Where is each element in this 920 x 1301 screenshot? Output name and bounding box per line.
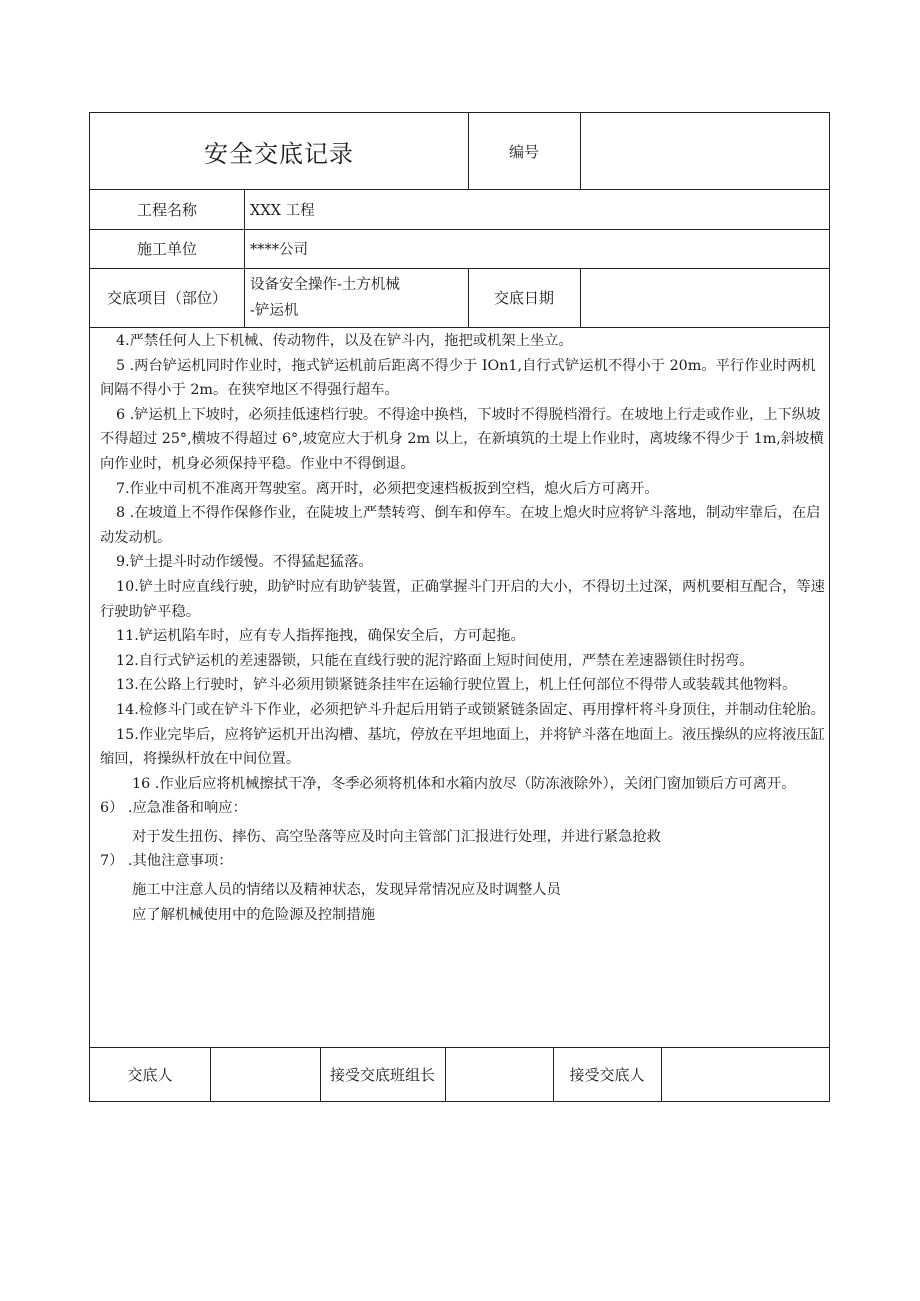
rule-item: 4.严禁任何人上下机械、传动物件，以及在铲斗内，拖把或机架上坐立。 — [116, 333, 573, 349]
recipient-label: 接受交底人 — [569, 1065, 645, 1084]
safety-briefing-form — [89, 112, 830, 1102]
rule-item: 15.作业完毕后，应将铲运机开出沟槽、基坑，停放在平坦地面上，并将铲斗落在地面上。液压操纵的应将液压缸缩回，将操纵杆放在中间位置。 — [100, 726, 825, 768]
row-divider — [90, 327, 829, 328]
form-title: 安全交底记录 — [204, 139, 354, 168]
rule-item: 11.铲运机陷车时，应有专人指挥拖拽，确保安全后，方可起拖。 — [116, 628, 525, 645]
number-label: 编号 — [508, 142, 539, 161]
briefing-content — [90, 329, 829, 927]
rule-item: 9.铲土提斗时动作缓慢。不得猛起猛落。 — [116, 554, 373, 571]
briefing-item-label: 交底项目（部位） — [106, 289, 227, 307]
briefing-item-line2: -铲运机 — [250, 302, 299, 319]
section-text-other: 应了解机械使用中的危险源及控制措施 — [132, 906, 376, 923]
rule-item: 12.自行式铲运机的差速器锁，只能在直线行驶的泥泞路面上短时间使用，严禁在差速器锁住时拐弯。 — [116, 652, 754, 669]
briefer-field[interactable] — [210, 1047, 320, 1101]
rule-item: 13.在公路上行驶时，铲斗必须用锁紧链条挂牢在运输行驶位置上，机上任何部位不得带人或装载其他物料。 — [116, 677, 797, 694]
section-text-other: 施工中注意人员的情绪以及精神状态，发现异常情况应及时调整人员 — [132, 882, 561, 899]
rule-item: 7.作业中司机不准离开驾驶室。离开时，必须把变速档板扳到空档，熄火后方可离开。 — [116, 480, 659, 497]
project-name-field[interactable]: XXX 工程 — [250, 202, 315, 219]
briefing-item-line1: 设备安全操作-土方机械 — [250, 276, 400, 293]
rule-item: 14.检修斗门或在铲斗下作业，必须把铲斗升起后用销子或锁紧链条固定、再用撑杆将斗身顶住，并制动住轮胎。 — [116, 701, 825, 718]
recipient-field[interactable] — [661, 1047, 829, 1101]
briefing-date-field[interactable] — [580, 268, 829, 327]
project-name-label: 工程名称 — [136, 200, 197, 219]
briefing-item-field[interactable] — [244, 268, 468, 327]
contractor-field[interactable]: ****公司 — [250, 242, 308, 258]
rule-item: 16 .作业后应将机械擦拭干净，冬季必须将机体和水箱内放尽（防冻液除外），关闭门窗加锁后方可离开。 — [132, 775, 796, 792]
section-text-emergency: 对于发生扭伤、摔伤、高空坠落等应及时向主管部门汇报进行处理，并进行紧急抢救 — [132, 828, 661, 845]
contractor-label: 施工单位 — [136, 240, 197, 258]
number-field[interactable] — [580, 113, 829, 189]
briefer-label: 交底人 — [127, 1065, 173, 1084]
briefing-date-label: 交底日期 — [493, 289, 554, 307]
team-leader-label: 接受交底班组长 — [329, 1065, 435, 1084]
rule-item: 10.铲土时应直线行驶，助铲时应有助铲装置，正确掌握斗门开启的大小，不得切土过深，两机要相互配合，等速行驶助铲平稳。 — [100, 578, 825, 620]
section-heading-emergency: 6） .应急准备和响应： — [100, 800, 247, 817]
rule-item: 5 .两台铲运机同时作业时，拖式铲运机前后距离不得少于 IOn1,自行式铲运机不得小于 20m。平行作业时两机间隔不得小于 2m。在狭窄地区不得强行超车。 — [100, 357, 816, 399]
section-heading-other: 7） .其他注意事项： — [100, 853, 233, 870]
team-leader-field[interactable] — [445, 1047, 553, 1101]
rule-item: 6 .铲运机上下坡时，必须挂低速档行驶。不得途中换档，下坡时不得脱档滑行。在坡地上行走或作业，上下纵坡不得超过 25°,横坡不得超过 6°,坡宽应大于机身 2m 以上，在新填筑的土堤上作业时，离坡缘不得少于 1m,斜坡横向作业时，机身必须保持平稳。作业中不得倒退。 — [100, 406, 824, 472]
rule-item: 8 .在坡道上不得作保修作业，在陡坡上严禁转弯、倒车和停车。在坡上熄火时应将铲斗落地，制动牢靠后，在启动发动机。 — [100, 505, 821, 546]
